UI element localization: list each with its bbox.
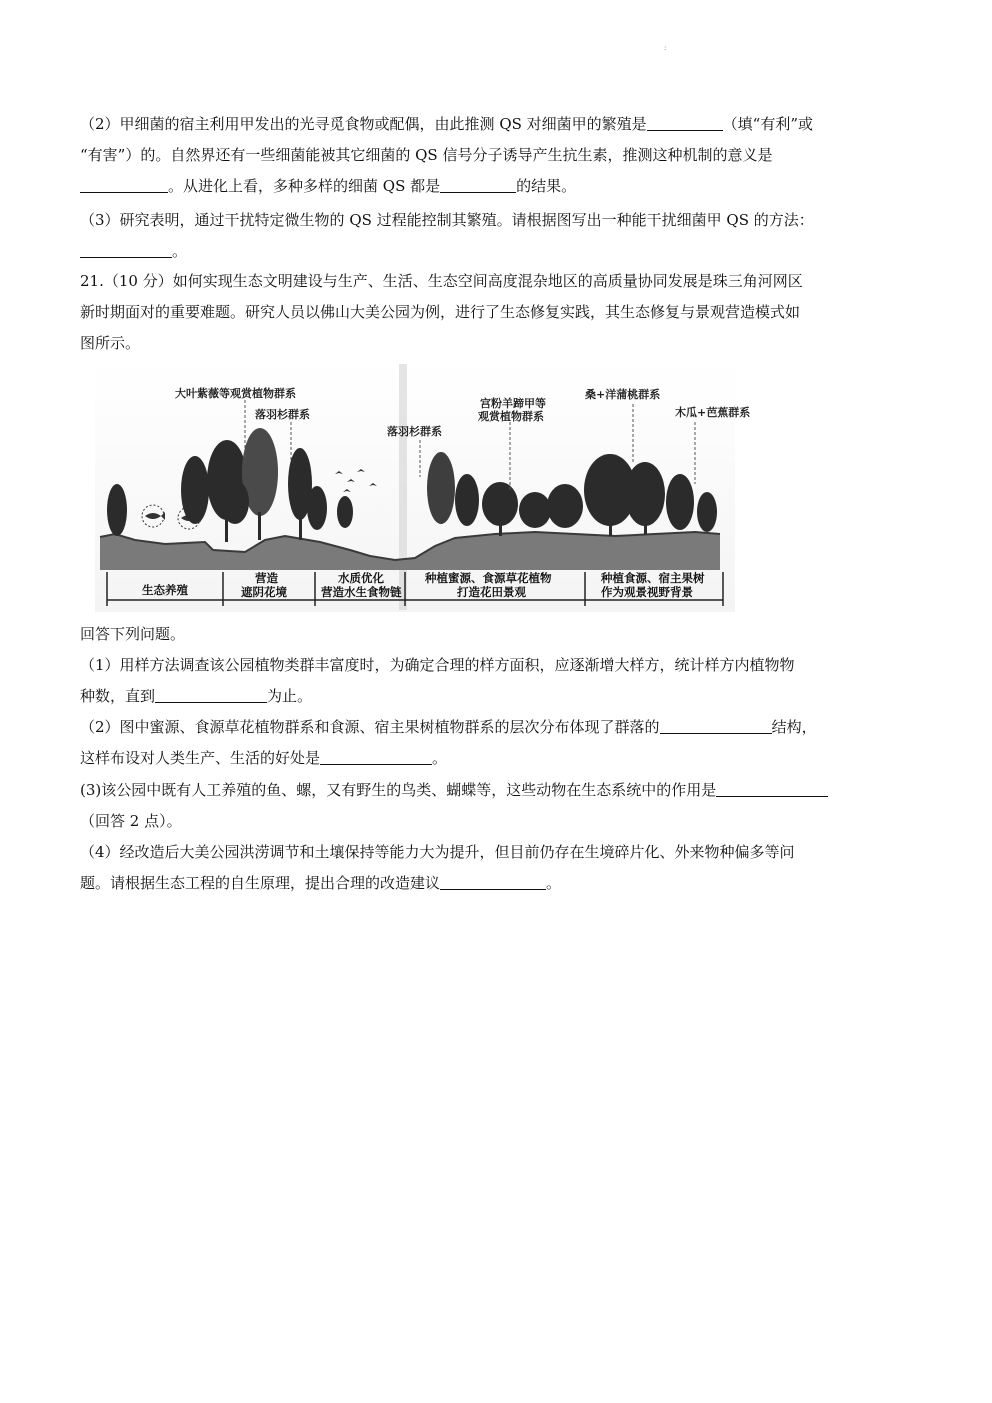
answer-blank[interactable] — [647, 114, 723, 131]
question-2-text: （填“有利”或 — [722, 115, 814, 133]
question-3-text: 。 — [172, 242, 188, 260]
sub-question-4 — [80, 837, 912, 899]
question-21-line-3: 图所示。 — [80, 334, 141, 352]
answer-blank[interactable] — [440, 873, 546, 890]
question-21-line-2: 新时期面对的重要难题。研究人员以佛山大美公园为例，进行了生态修复实践，其生态修复与景观营造模式如 — [80, 303, 801, 321]
answer-blank[interactable] — [80, 176, 168, 193]
zone-fruit-2: 作为观景视野背景 — [601, 585, 693, 599]
question-3 — [80, 205, 912, 267]
answer-intro: 回答下列问题。 — [80, 625, 186, 643]
sub-question-2-text: （2）图中蜜源、食源草花植物群系和食源、宿主果树植物群系的层次分布体现了群落的 — [80, 718, 660, 736]
zone-flower-1: 种植蜜源、食源草花植物 — [425, 571, 552, 585]
question-2-text: 的结果。 — [516, 177, 577, 195]
label-bald-cypress-2: 落羽杉群系 — [387, 425, 442, 438]
zone-flower-2: 打造花田景观 — [457, 585, 526, 599]
sub-question-1-text: 种数，直到 — [80, 687, 156, 705]
zone-fruit-1: 种植食源、宿主果树 — [601, 571, 705, 585]
sub-question-2-line-1 — [80, 712, 912, 743]
question-2-line-2: “有害”）的。自然界还有一些细菌能被其它细菌的 QS 信号分子诱导产生抗生素，推测这种机制的意义是 — [80, 146, 773, 164]
answer-blank[interactable] — [155, 686, 267, 703]
zone-water-1: 水质优化 — [338, 571, 384, 585]
question-2-text: 。从进化上看，多种多样的细菌 QS 都是 — [168, 177, 441, 195]
zone-water-2: 营造水生食物链 — [321, 585, 402, 599]
page-marker: : — [664, 44, 667, 52]
sub-question-4-text: 题。请根据生态工程的自生原理，提出合理的改造建议 — [80, 874, 441, 892]
sub-question-4-line-2 — [80, 868, 912, 899]
label-bald-cypress-1: 落羽杉群系 — [255, 408, 310, 421]
question-3-line-2 — [80, 236, 912, 267]
label-bauhinia-1: 宫粉羊蹄甲等 — [480, 397, 546, 410]
sub-question-2-text: 这样布设对人类生产、生活的好处是 — [80, 749, 321, 767]
landscape-illustration — [95, 362, 751, 612]
question-21 — [80, 266, 912, 359]
sub-question-3-line-1 — [80, 775, 912, 806]
sub-question-4-text: 。 — [546, 874, 562, 892]
sub-question-2-text: 结构， — [771, 718, 817, 736]
sub-question-1-text: 为止。 — [267, 687, 313, 705]
sub-question-1 — [80, 650, 912, 712]
sub-question-2-text: 。 — [432, 749, 448, 767]
zone-shade-1: 营造 — [255, 571, 278, 585]
ecological-restoration-figure — [95, 362, 751, 612]
label-papaya-banana: 木瓜+芭蕉群系 — [675, 406, 751, 419]
answer-blank[interactable] — [80, 241, 172, 258]
answer-blank[interactable] — [320, 748, 432, 765]
sub-question-3-line-2: （回答 2 点）。 — [80, 812, 182, 830]
label-crape-myrtle: 大叶紫薇等观赏植物群系 — [175, 387, 296, 400]
sub-question-2 — [80, 712, 912, 774]
label-mulberry: 桑+洋蒲桃群系 — [585, 388, 661, 401]
question-2-line-3 — [80, 171, 912, 202]
answer-blank[interactable] — [716, 780, 828, 797]
sub-question-4-line-1: （4）经改造后大美公园洪涝调节和土壤保持等能力大为提升，但目前仍存在生境碎片化、外来物种偏多等问 — [80, 843, 795, 861]
question-2-line-1 — [80, 109, 912, 140]
sub-question-2-line-2 — [80, 743, 912, 774]
zone-aquaculture: 生态养殖 — [142, 583, 188, 597]
label-bauhinia-2: 观赏植物群系 — [478, 410, 544, 423]
zone-shade-2: 遮阴花境 — [241, 585, 287, 599]
question-2 — [80, 109, 912, 202]
sub-question-1-line-1: （1）用样方法调查该公园植物类群丰富度时，为确定合理的样方面积，应逐渐增大样方，统计样方内植物物 — [80, 656, 795, 674]
answer-blank[interactable] — [660, 717, 772, 734]
answer-blank[interactable] — [440, 176, 516, 193]
sub-question-3-text: (3)该公园中既有人工养殖的鱼、螺，又有野生的鸟类、蝴蝶等，这些动物在生态系统中的作用是 — [80, 781, 717, 799]
question-21-line-1: 21.（10 分）如何实现生态文明建设与生产、生活、生态空间高度混杂地区的高质量协同发展是珠三角河网区 — [80, 272, 803, 290]
sub-question-3 — [80, 775, 912, 837]
question-2-text: （2）甲细菌的宿主利用甲发出的光寻觅食物或配偶，由此推测 QS 对细菌甲的繁殖是 — [80, 115, 647, 133]
question-3-line-1: （3）研究表明，通过干扰特定微生物的 QS 过程能控制其繁殖。请根据图写出一种能干扰细菌甲 QS 的方法： — [80, 211, 814, 229]
sub-question-1-line-2 — [80, 681, 912, 712]
